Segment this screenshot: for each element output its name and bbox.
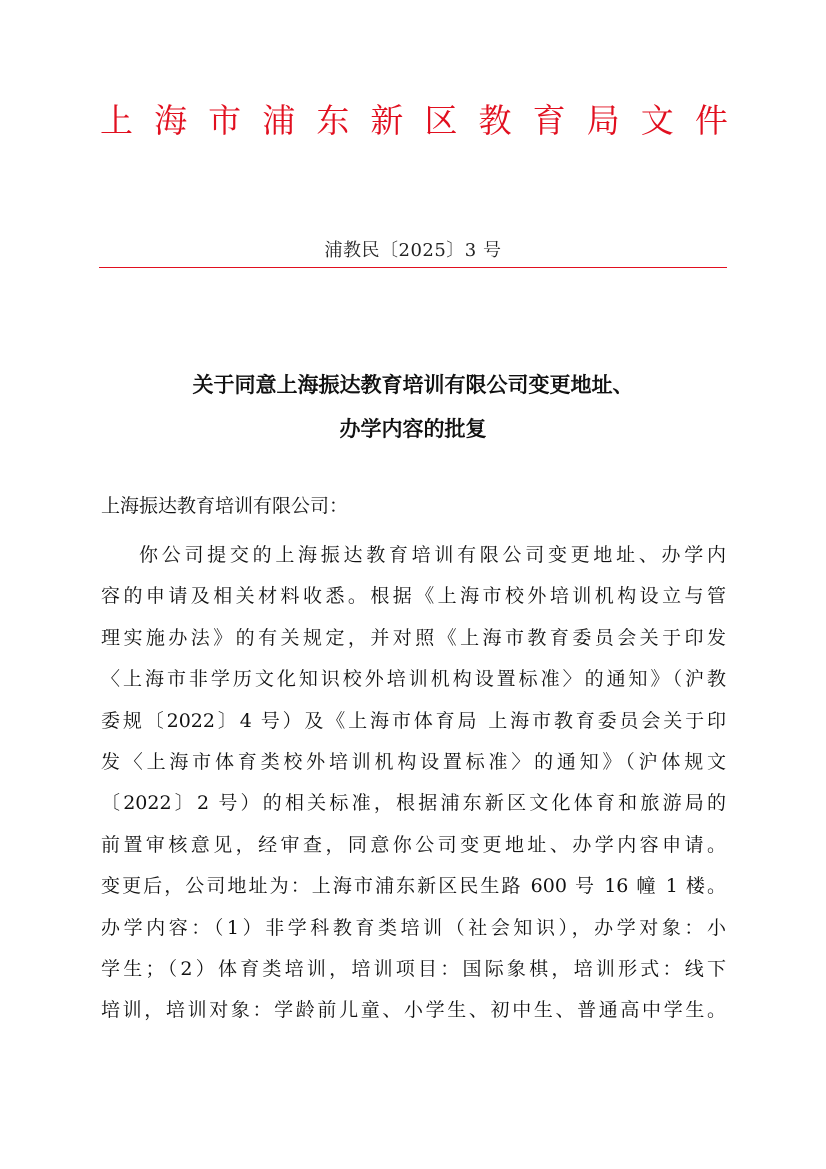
issuer-char: 教 <box>478 101 512 140</box>
body-line: 〈上海市非学历文化知识校外培训机构设置标准〉的通知》（沪教 <box>101 668 726 691</box>
red-divider-rule <box>99 267 727 268</box>
issuer-char: 市 <box>208 101 242 140</box>
issuer-char: 局 <box>586 101 620 140</box>
issuer-char: 东 <box>316 101 350 140</box>
body-line: 委规〔2022〕4 号）及《上海市体育局 上海市教育委员会关于印 <box>101 709 726 732</box>
body-line: 学生；（2）体育类培训，培训项目：国际象棋，培训形式：线下 <box>101 957 726 980</box>
issuer-char: 上 <box>100 101 133 140</box>
document-number: 浦教民〔2025〕3 号 <box>324 240 502 261</box>
issuer-char: 件 <box>694 101 728 140</box>
issuer-char: 海 <box>154 101 188 140</box>
body-line: 前置审核意见，经审查，同意你公司变更地址、办学内容申请。 <box>101 833 726 856</box>
document-title <box>0 363 826 451</box>
issuer-char: 文 <box>640 101 674 140</box>
body-line: 容的申请及相关材料收悉。根据《上海市校外培训机构设立与管 <box>101 585 726 608</box>
title-line-1: 关于同意上海振达教育培训有限公司变更地址、 <box>192 372 634 397</box>
body-line: 办学内容：（1）非学科教育类培训（社会知识），办学对象：小 <box>101 916 726 939</box>
body-line: 培训，培训对象：学龄前儿童、小学生、初中生、普通高中学生。 <box>101 999 726 1022</box>
addressee: 上海振达教育培训有限公司： <box>101 495 349 517</box>
body-line: 理实施办法》的有关规定，并对照《上海市教育委员会关于印发 <box>101 626 726 649</box>
body-paragraph <box>101 535 726 1032</box>
body-line: 你公司提交的上海振达教育培训有限公司变更地址、办学内 <box>139 544 726 566</box>
issuer-char: 育 <box>532 101 566 140</box>
issuer-char: 区 <box>424 101 458 140</box>
body-line: 〔2022〕2 号）的相关标准，根据浦东新区文化体育和旅游局的 <box>101 792 726 815</box>
title-line-2: 办学内容的批复 <box>339 416 487 441</box>
issuer-header <box>100 98 728 144</box>
body-line: 变更后，公司地址为：上海市浦东新区民生路 600 号 16 幢 1 楼。 <box>101 875 726 898</box>
issuer-char: 新 <box>370 101 404 140</box>
issuer-char: 浦 <box>262 101 296 140</box>
body-line: 发〈上海市体育类校外培训机构设置标准〉的通知》（沪体规文 <box>101 750 726 773</box>
